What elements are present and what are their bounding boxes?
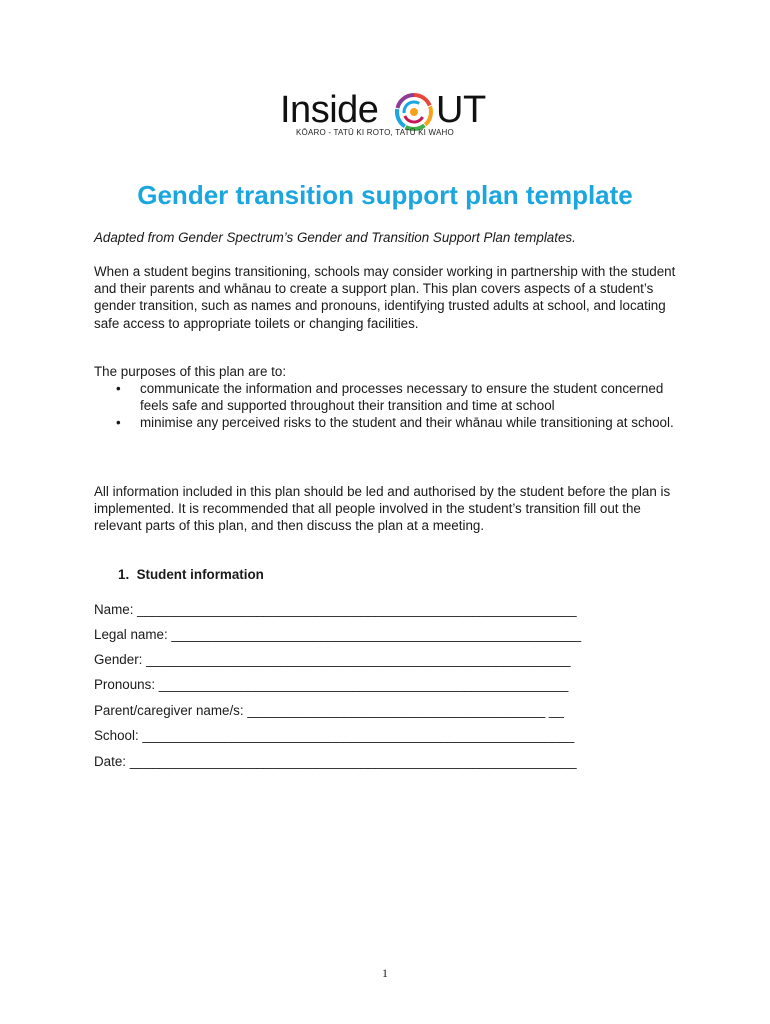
- bullet-icon: •: [116, 381, 121, 396]
- gender-field[interactable]: Gender: _________________________________________________________: [94, 652, 571, 667]
- name-field[interactable]: Name: ___________________________________________________________: [94, 602, 577, 617]
- closing-paragraph: All information included in this plan should be led and authorised by the student before the plan is implemented. It is recommended that all people involved in the student’s transition fill out the relevant parts of this plan, and then discuss the plan at a meeting.: [94, 484, 671, 534]
- date-field[interactable]: Date: ____________________________________________________________: [94, 754, 577, 769]
- section-heading-student-information: 1. Student information: [118, 567, 264, 582]
- logo-text-inside: Inside: [280, 89, 379, 131]
- intro-paragraph: When a student begins transitioning, schools may consider working in partnership with the student and their parents and whānau to create a support plan. This plan covers aspects of a student’s gender transition, such as names and pronouns, identifying trusted adults at school, and locating safe access to appropriate toilets or changing facilities.: [94, 264, 676, 331]
- logo-tagline: KŌARO - TATŪ KI ROTO, TATŪ KI WAHO: [296, 128, 454, 137]
- school-field[interactable]: School: __________________________________________________________: [94, 728, 575, 743]
- page-number: 1: [382, 966, 388, 980]
- subtitle: Adapted from Gender Spectrum’s Gender and Transition Support Plan templates.: [94, 230, 576, 245]
- bullet-icon: •: [116, 415, 121, 431]
- logo-text-ut: UT: [436, 89, 486, 131]
- page-title: Gender transition support plan template: [137, 180, 633, 210]
- parent-caregiver-field[interactable]: Parent/caregiver name/s: ________________________________________ __: [94, 703, 564, 718]
- pronouns-field[interactable]: Pronouns: _______________________________________________________: [94, 677, 569, 692]
- legal-name-field[interactable]: Legal name: _______________________________________________________: [94, 627, 582, 642]
- list-item: • communicate the information and processes necessary to ensure the student concerned feels safe and supported throughout their transition and time at school: [116, 381, 664, 414]
- purposes-intro: The purposes of this plan are to:: [94, 364, 287, 379]
- koru-swirl-logo-icon: [394, 92, 434, 132]
- list-item: • minimise any perceived risks to the student and their whānau while transitioning at school.: [116, 415, 674, 431]
- purposes-list: [94, 380, 684, 432]
